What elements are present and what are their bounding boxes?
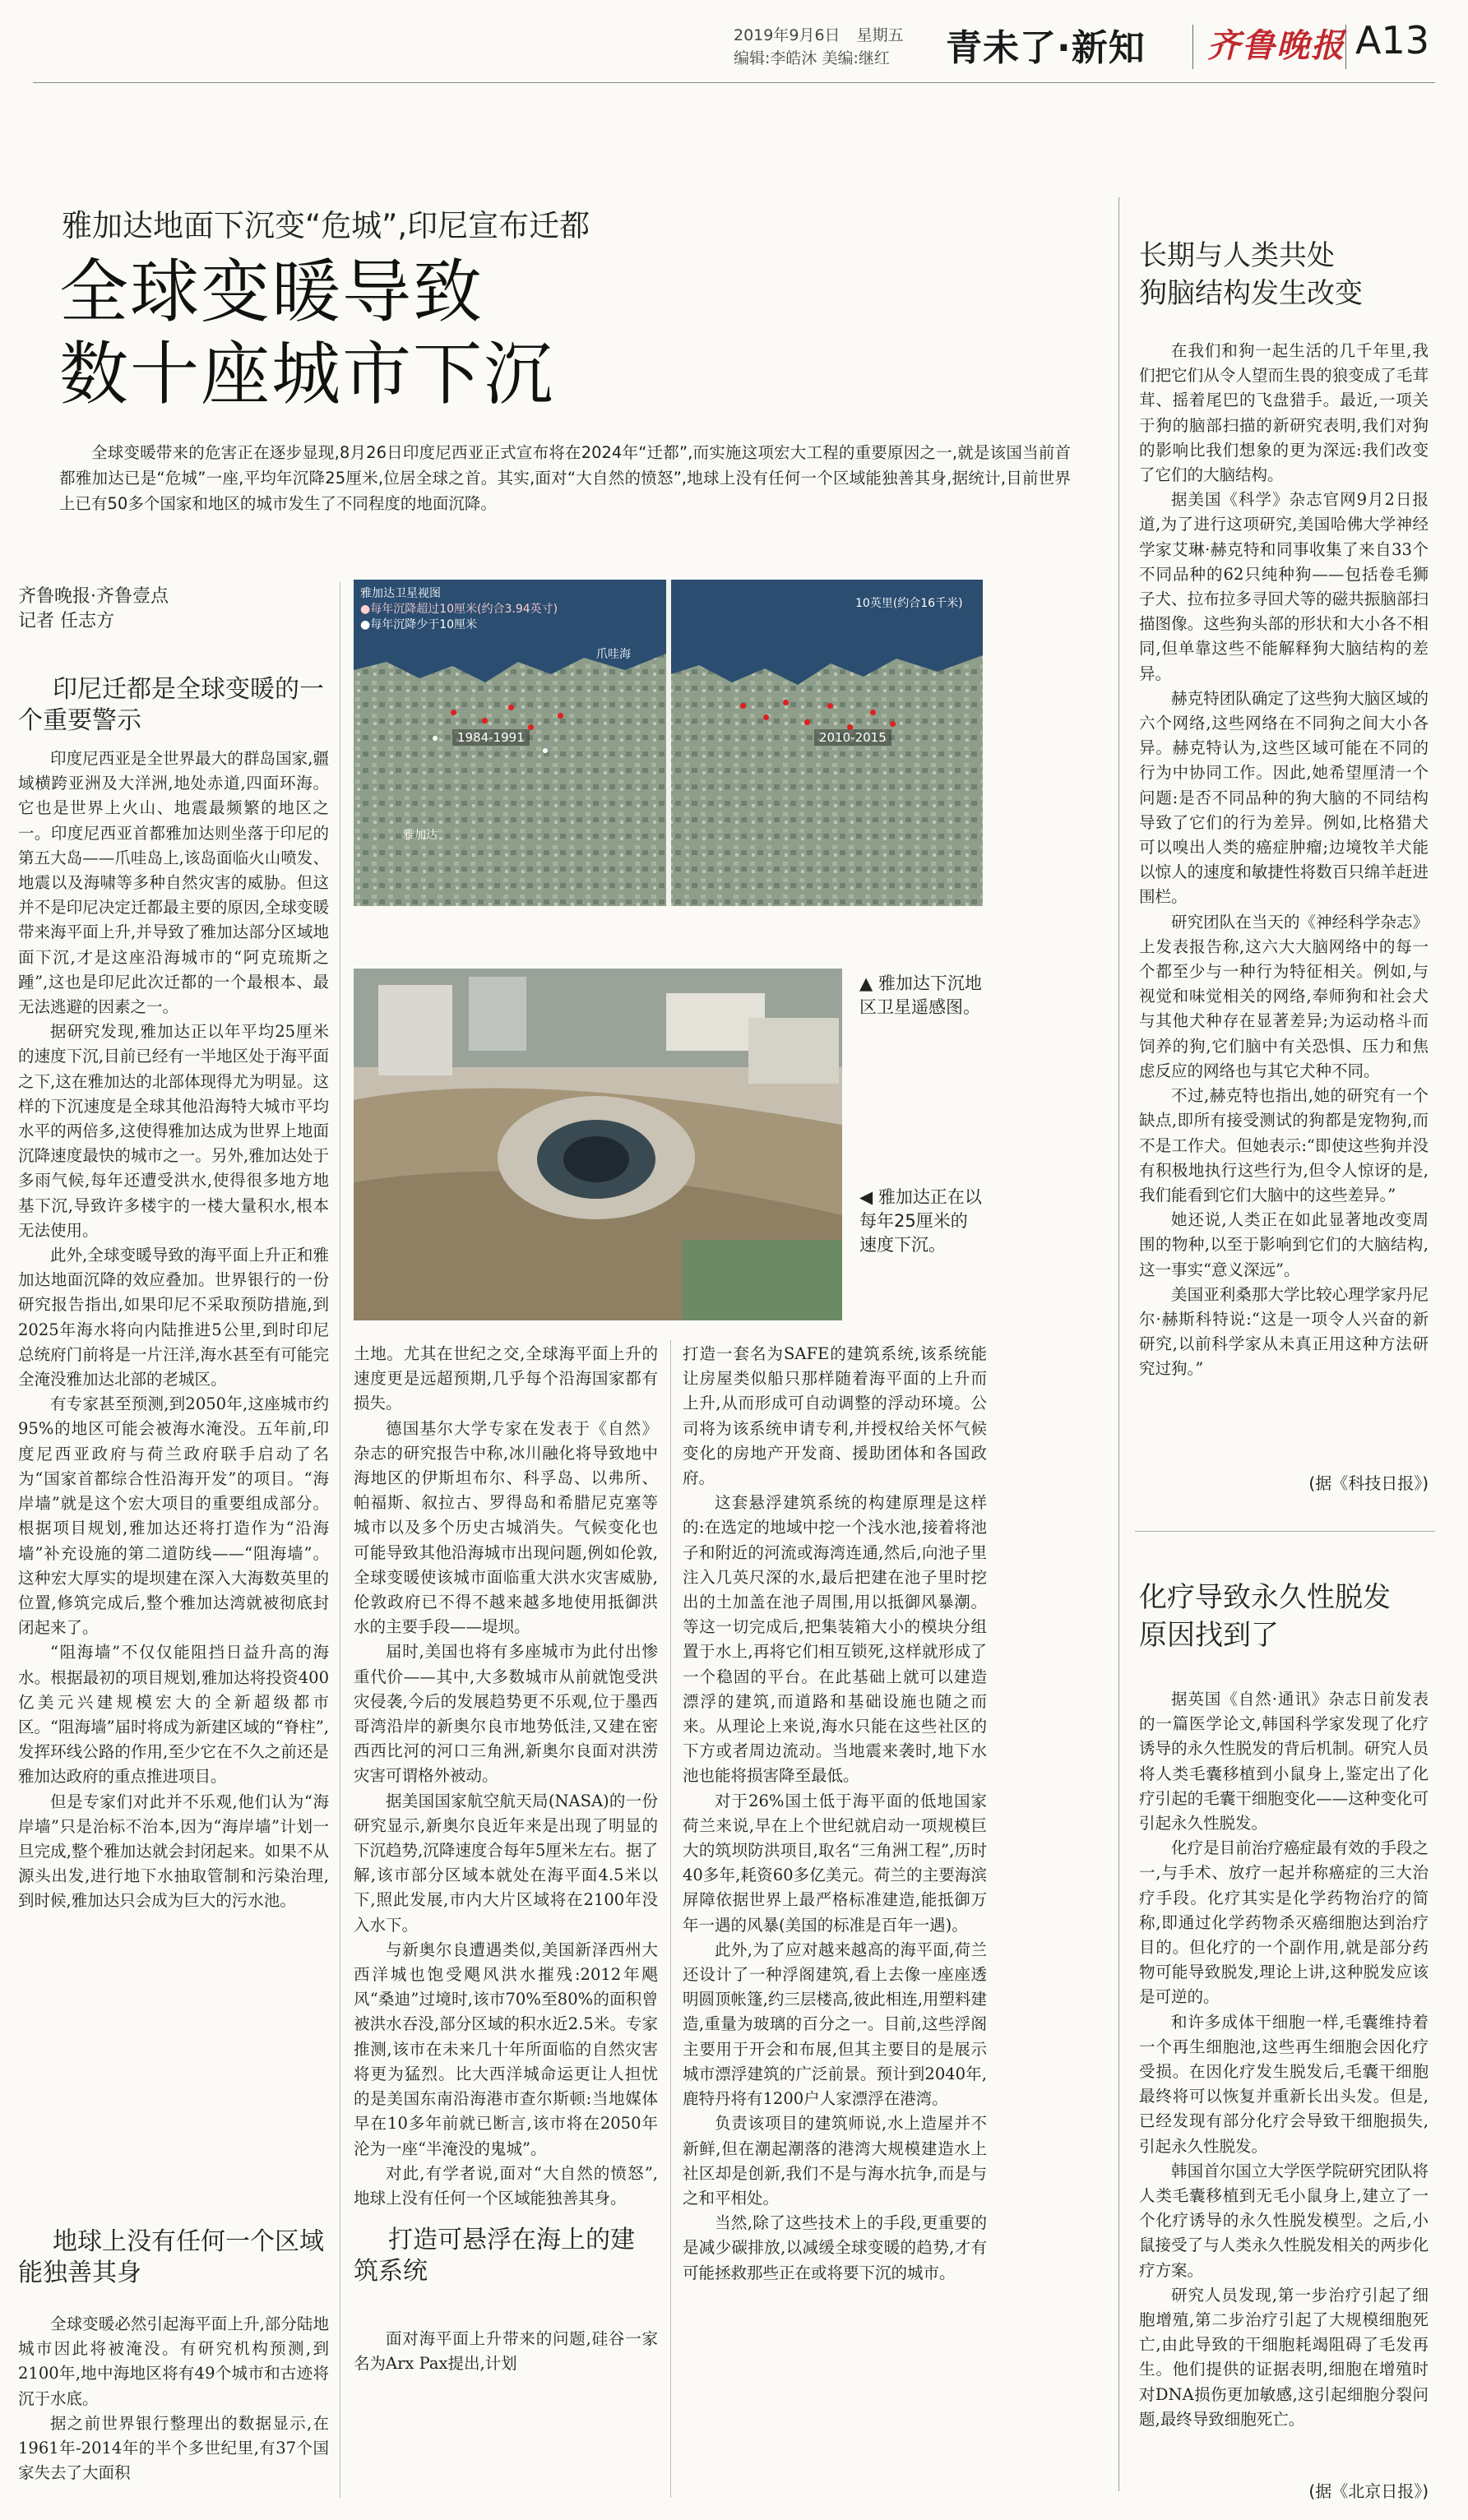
side1-title-line2: 狗脑结构发生改变: [1139, 277, 1363, 310]
subhead-1: [18, 674, 331, 737]
side1-paragraph: 美国亚利桑那大学比较心理学家丹尼尔·赫斯科特说:“这是一项令人兴奋的新研究,以前科学家从未真正用这种方法研究过狗。”: [1139, 1284, 1429, 1379]
article-lead-text: 全球变暖带来的危害正在逐步显现,8月26日印度尼西亚正式宣布将在2024年“迁都”,而实施这项宏大工程的重要原因之一,就是该国当前首都雅加达已是“危城”一座,平均年沉降25厘米,位居全球之首。其实,面对“大自然的愤怒”,地球上没有任何一个区域能独善其身,据统计,目前世界上已有50多个国家和地区的城市发生了不同程度的地面沉降。: [59, 443, 1071, 513]
side1-paragraph: 据美国《科学》杂志官网9月2日报道,为了进行这项研究,美国哈佛大学神经学家艾琳·赫克特和同事收集了来自33个不同品种的62只纯种狗——包括卷毛狮子犬、拉布拉多寻回犬等的磁共振脑部扫描图像。这些狗头部的形状和大小各不相同,但单靠这些不能解释狗大脑结构的差异。: [1139, 490, 1429, 683]
col3-paragraph: 这套悬浮建筑系统的构建原理是这样的:在选定的地域中挖一个浅水池,接着将池子和附近的河流或海湾连通,然后,向池子里注入几英尺深的水,最后把建在池子里时挖出的土加盖在池子周围,用以抵御风暴潮。等这一切完成后,把集装箱大小的模块分组置于水上,再将它们相互锁死,这样就形成了一个稳固的平台。在此基础上就可以建造漂浮的建筑,而道路和基础设施也随之而来。从理论上来说,海水只能在这些社区的下方或者周边流动。当地震来袭时,地下水池也能将损害降至最低。: [683, 1493, 987, 1786]
col3-paragraph: 打造一套名为SAFE的建筑系统,该系统能让房屋类似船只那样随着海平面的上升而上升,从而形成可自动调整的浮动环境。公司将为该系统申请专利,并授权给关怀气候变化的房地产开发商、援助团体和各国政府。: [683, 1344, 987, 1488]
column-3: [683, 1342, 987, 2493]
col1-paragraph: 此外,全球变暖导致的海平面上升正和雅加达地面沉降的效应叠加。世界银行的一份研究报告指出,如果印尼不采取预防措施,到2025年海水将向内陆推进5公里,到时印尼总统府门前将是一片汪洋,海水甚至有可能完全淹没雅加达北部的老城区。: [18, 1246, 329, 1389]
subsidence-dot: [508, 705, 514, 710]
satellite-maps: [354, 580, 983, 906]
side-divider: [1135, 1531, 1435, 1532]
col1-paragraph: 全球变暖必然引起海平面上升,部分陆地城市因此将被淹没。有研究机构预测,到2100年,地中海地区将有49个城市和古迹将沉于水底。: [18, 2314, 329, 2408]
side1-source: (据《科技日报》): [1308, 1473, 1429, 1493]
subsidence-dot: [543, 748, 548, 753]
side1-paragraph: 赫克特团队确定了这些狗大脑区域的六个网络,这些网络在不同狗之间大小各异。赫克特认为,这些区域可能在不同的行为中协同工作。因此,她希望厘清一个问题:是否不同品种的狗大脑的不同结构导致了它们的行为差异。例如,比格猎犬可以嗅出人类的癌症肿瘤;边境牧羊犬能以惊人的速度和敏捷性将数百只绵羊赶进围栏。: [1139, 688, 1429, 907]
map-right-years: 2010-2015: [814, 729, 891, 746]
column-1-top: [18, 747, 329, 1911]
flood-photo-graphic: [354, 969, 842, 1320]
map-sea-label: 爪哇海: [596, 648, 631, 661]
map-legend: [360, 586, 558, 633]
subsidence-dot: [870, 710, 876, 715]
side2-title-line2: 原因找到了: [1139, 1619, 1279, 1652]
paper-logo: 齐鲁晚报: [1207, 26, 1345, 65]
subsidence-dot: [763, 714, 769, 720]
side2-paragraph: 研究人员发现,第一步治疗引起了细胞增殖,第二步治疗引起了大规模细胞死亡,由此导致的干细胞耗竭阻碍了毛发再生。他们提供的证据表明,细胞在增殖时对DNA损伤更加敏感,这引起细胞分裂问题,最终导致细胞死亡。: [1139, 2285, 1429, 2429]
header-weekday: 星期五: [856, 26, 904, 44]
col2-paragraph: 与新奥尔良遭遇类似,美国新泽西州大西洋城也饱受飓风洪水摧残:2012年飓风“桑迪”过境时,该市70%至80%的面积曾被洪水吞没,部分区域的积水近2.5米。专家推测,该市在未来几十年所面临的自然灾害将更为猛烈。比大西洋城命运更让人担忧的是美国东南沿海港市查尔斯顿:当地媒体早在10多年前就已断言,该市将在2050年沦为一座“半淹没的鬼城”。: [354, 1940, 658, 2158]
byline-2: 记者 任志方: [18, 611, 114, 631]
header-date-text: 2019年9月6日: [734, 26, 841, 44]
col1-paragraph: “阻海墙”不仅仅能阻挡日益升高的海水。根据最初的项目规划,雅加达将投资400亿美元兴建规模宏大的全新超级都市区。“阻海墙”届时将成为新建区域的“脊柱”,发挥环线公路的作用,至少它在不久之前还是雅加达政府的重点推进项目。: [18, 1643, 329, 1787]
section-name: 青未了·新知: [946, 27, 1146, 69]
side1-paragraph: 在我们和狗一起生活的几千年里,我们把它们从令人望而生畏的狼变成了毛茸茸、摇着尾巴的飞盘猎手。最近,一项关于狗的脑部扫描的新研究表明,我们对狗的影响比我们想象的更为深远:我们改变了它们的大脑结构。: [1139, 341, 1429, 485]
subsidence-dot: [740, 703, 746, 709]
side2-title-line1: 化疗导致永久性脱发: [1139, 1581, 1391, 1614]
col1-paragraph: 据之前世界银行整理出的数据显示,在1961年-2014年的半个多世纪里,有37个国家失去了大面积: [18, 2413, 329, 2483]
side1-body: [1139, 339, 1429, 1449]
header-divider-2: [1345, 25, 1346, 69]
article-title-line1: 全球变暖导致: [59, 252, 484, 332]
col3-paragraph: 负责该项目的建筑师说,水上造屋并不新鲜,但在潮起潮落的港湾大规模建造水上社区却是创新,我们不是与海水抗争,而是与之和平相处。: [683, 2114, 987, 2208]
caption-maps: ▲ 雅加达下沉地区卫星遥感图。: [859, 973, 982, 1017]
subsidence-dot: [558, 713, 563, 719]
article-lead: [59, 440, 1071, 516]
col3-paragraph: 对于26%国土低于海平面的低地国家荷兰来说,早在上个世纪就启动一项规模巨大的筑坝防洪项目,取名“三角洲工程”,历时40多年,耗资60多亿美元。荷兰的主要海滨屏障依据世界上最严格标准建造,能抵御万年一遇的风暴(美国的标准是百年一遇)。: [683, 1791, 987, 1935]
col1-paragraph: 有专家甚至预测,到2050年,这座城市约95%的地区可能会被海水淹没。五年前,印度尼西亚政府与荷兰政府联手启动了名为“国家首都综合性沿海开发”的项目。“海岸墙”就是这个宏大项目的重要组成部分。根据项目规划,雅加达还将打造作为“沿海墙”补充设施的第二道防线——“阻海墙”。这种宏大厚实的堤坝建在深入大海数英里的位置,修筑完成后,整个雅加达湾就被彻底封闭起来了。: [18, 1394, 329, 1638]
subsidence-dot: [890, 721, 896, 727]
subsidence-dot: [804, 719, 810, 725]
subhead-3: [354, 2225, 658, 2287]
side2-paragraph: 和许多成体干细胞一样,毛囊维持着一个再生细胞池,这些再生细胞会因化疗受损。在因化疗发生脱发后,毛囊干细胞最终将可以恢复并重新长出头发。但是,已经发现有部分化疗会导致干细胞损失,引起永久性脱发。: [1139, 2012, 1429, 2156]
col3-paragraph: 当然,除了这些技术上的手段,更重要的是减少碳排放,以减缓全球变暖的趋势,才有可能拯救那些正在或将要下沉的城市。: [683, 2213, 987, 2282]
column-divider-2: [670, 1340, 671, 2498]
col2-paragraph: 面对海平面上升带来的问题,硅谷一家名为Arx Pax提出,计划: [354, 2329, 658, 2374]
subsidence-dot: [783, 700, 789, 705]
map-left-years: 1984-1991: [452, 729, 530, 746]
subhead-3-text: 打造可悬浮在海上的建筑系统: [354, 2226, 635, 2286]
map-legend-item-white: ●每年沉降少于10厘米: [360, 618, 478, 631]
col2-paragraph: 据美国国家航空航天局(NASA)的一份研究显示,新奥尔良近年来是出现了明显的下沉趋势,沉降速度合每年5厘米左右。据了解,该市部分区域本就处在海平面4.5米以下,照此发展,市内大片区域将在2100年没入水下。: [354, 1791, 658, 1935]
col1-paragraph: 印度尼西亚是全世界最大的群岛国家,疆域横跨亚洲及大洋洲,地处赤道,四面环海。它也是世界上火山、地震最频繁的地区之一。印度尼西亚首都雅加达则坐落于印尼的第五大岛——爪哇岛上,该岛面临火山喷发、地震以及海啸等多种自然灾害的威胁。但这并不是印尼决定迁都最主要的原因,全球变暖带来海平面上升,并导致了雅加达部分区域地面下沉,才是这座沿海城市的“阿克琉斯之踵”,这也是印尼此次迁都的一个最根本、最无法逃避的因素之一。: [18, 749, 329, 1017]
subsidence-dot: [827, 703, 833, 709]
page-number: A13: [1355, 18, 1430, 62]
map-legend-item-red: ●每年沉降超过10厘米(约合3.94英寸): [360, 603, 558, 616]
subsidence-dot: [482, 718, 488, 724]
header-editors: 编辑:李皓沐 美编:继红: [734, 49, 890, 67]
col2-paragraph: 德国基尔大学专家在发表于《自然》杂志的研究报告中称,冰川融化将导致地中海地区的伊斯坦布尔、科孚岛、以弗所、帕福斯、叙拉古、罗得岛和希腊尼克塞等城市以及多个历史古城消失。气候变化也可能导致其他沿海城市出现问题,例如伦敦,全球变暖使该城市面临重大洪水灾害威胁,伦敦政府已不得不越来越多地使用抵御洪水的主要手段——堤坝。: [354, 1418, 658, 1637]
side1-paragraph: 不过,赫克特也指出,她的研究有一个缺点,即所有接受测试的狗都是宠物狗,而不是工作犬。但她表示:“即使这些狗并没有积极地执行这些行为,但令人惊讶的是,我们能看到它们大脑中的这些差异。”: [1139, 1086, 1429, 1205]
caption-flood: ◀ 雅加达正在以每年25厘米的速度下沉。: [859, 1187, 982, 1255]
header-date: [734, 23, 904, 45]
column-2: [354, 1342, 658, 2208]
side2-source: (据《北京日报》): [1308, 2481, 1429, 2501]
header-divider: [1192, 25, 1193, 69]
subsidence-dot: [433, 736, 438, 741]
side1-paragraph: 研究团队在当天的《神经科学杂志》上发表报告称,这六大大脑网络中的每一个都至少与一种行为特征相关。例如,与视觉和味觉相关的网络,奉师狗和社会犬与其他犬种存在显著差异;为运动格斗而饲养的狗,它们脑中有关恐惧、压力和焦虑反应的网络也与其它犬种不同。: [1139, 912, 1429, 1080]
column-2-bottom: [354, 2327, 658, 2491]
col3-paragraph: 此外,为了应对越来越高的海平面,荷兰还设计了一种浮阁建筑,看上去像一座座透明圆顶帐篷,约三层楼高,彼此相连,用塑料建造,重量为玻璃的百分之一。目前,这些浮阁主要用于开会和布展,但其主要目的是展示城市漂浮建筑的广泛前景。预计到2040年,鹿特丹将有1200户人家漂浮在港湾。: [683, 1940, 987, 2109]
map-right-label: 10英里(约合16千米): [855, 597, 963, 610]
col2-paragraph: 对此,有学者说,面对“大自然的愤怒”,地球上没有任何一个区域能独善其身。: [354, 2163, 658, 2208]
side2-paragraph: 韩国首尔国立大学医学院研究团队将人类毛囊移植到无毛小鼠身上,建立了一个化疗诱导的永久性脱发模型。之后,小鼠接受了与人类永久性脱发相关的两步化疗方案。: [1139, 2161, 1429, 2280]
col1-paragraph: 但是专家们对此并不乐观,他们认为“海岸墙”只是治标不治本,因为“海岸墙”计划一旦完成,整个雅加达就会封闭起来。如果不从源头出发,进行地下水抽取管制和污染治理,到时候,雅加达只会成为巨大的污水池。: [18, 1792, 329, 1911]
side1-title-line1: 长期与人类共处: [1139, 239, 1335, 272]
side1-paragraph: 她还说,人类正在如此显著地改变周围的物种,以至于影响到它们的大脑结构,这一事实“意义深远”。: [1139, 1210, 1429, 1279]
subsidence-dot: [528, 724, 534, 730]
article-kicker: 雅加达地面下沉变“危城”,印尼宣布迁都: [62, 208, 590, 243]
col1-paragraph: 据研究发现,雅加达正以年平均25厘米的速度下沉,目前已经有一半地区处于海平面之下,这在雅加达的北部体现得尤为明显。这样的下沉速度是全球其他沿海特大城市平均水平的两倍多,这使得雅加达成为世界上地面沉降速度最快的城市之一。另外,雅加达处于多雨气候,每年还遭受洪水,使得很多地方地基下沉,导致许多楼宇的一楼大量积水,根本无法使用。: [18, 1022, 329, 1240]
header-rule: [33, 82, 1435, 83]
side2-paragraph: 据英国《自然·通讯》杂志日前发表的一篇医学论文,韩国科学家发现了化疗诱导的永久性脱发的背后机制。研究人员将人类毛囊移植到小鼠身上,鉴定出了化疗引起的毛囊干细胞变化——这种变化可引起永久性脱发。: [1139, 1690, 1429, 1833]
column-divider-side: [1118, 197, 1119, 2491]
col2-paragraph: 届时,美国也将有多座城市为此付出惨重代价——其中,大多数城市从前就饱受洪灾侵袭,今后的发展趋势更不乐观,位于墨西哥湾沿岸的新奥尔良市地势低洼,又建在密西西比河的河口三角洲,新奥尔良面对洪涝灾害可谓格外被动。: [354, 1642, 658, 1786]
subhead-2: [18, 2226, 331, 2289]
flood-photo: [354, 969, 842, 1320]
col2-paragraph: 土地。尤其在世纪之交,全球海平面上升的速度更是远超预期,几乎每个沿海国家都有损失。: [354, 1344, 658, 1413]
byline-1: 齐鲁晚报·齐鲁壹点: [18, 586, 169, 607]
side2-body: [1139, 1687, 1429, 2462]
article-title-line2: 数十座城市下沉: [59, 334, 555, 414]
subhead-2-text: 地球上没有任何一个区域能独善其身: [18, 2227, 324, 2287]
map-legend-title: 雅加达卫星视图: [360, 587, 441, 600]
subhead-1-text: 印尼迁都是全球变暖的一个重要警示: [18, 675, 324, 735]
column-1-bottom: [18, 2312, 329, 2509]
subsidence-dot: [451, 710, 456, 715]
side2-paragraph: 化疗是目前治疗癌症最有效的手段之一,与手术、放疗一起并称癌症的三大治疗手段。化疗其实是化学药物治疗的简称,即通过化学药物杀灭癌细胞达到治疗目的。但化疗的一个副作用,就是部分药物可能导致脱发,理论上讲,这种脱发应该是可逆的。: [1139, 1838, 1429, 2007]
subsidence-dot: [847, 724, 853, 730]
map-city-label: 雅加达: [403, 829, 438, 842]
